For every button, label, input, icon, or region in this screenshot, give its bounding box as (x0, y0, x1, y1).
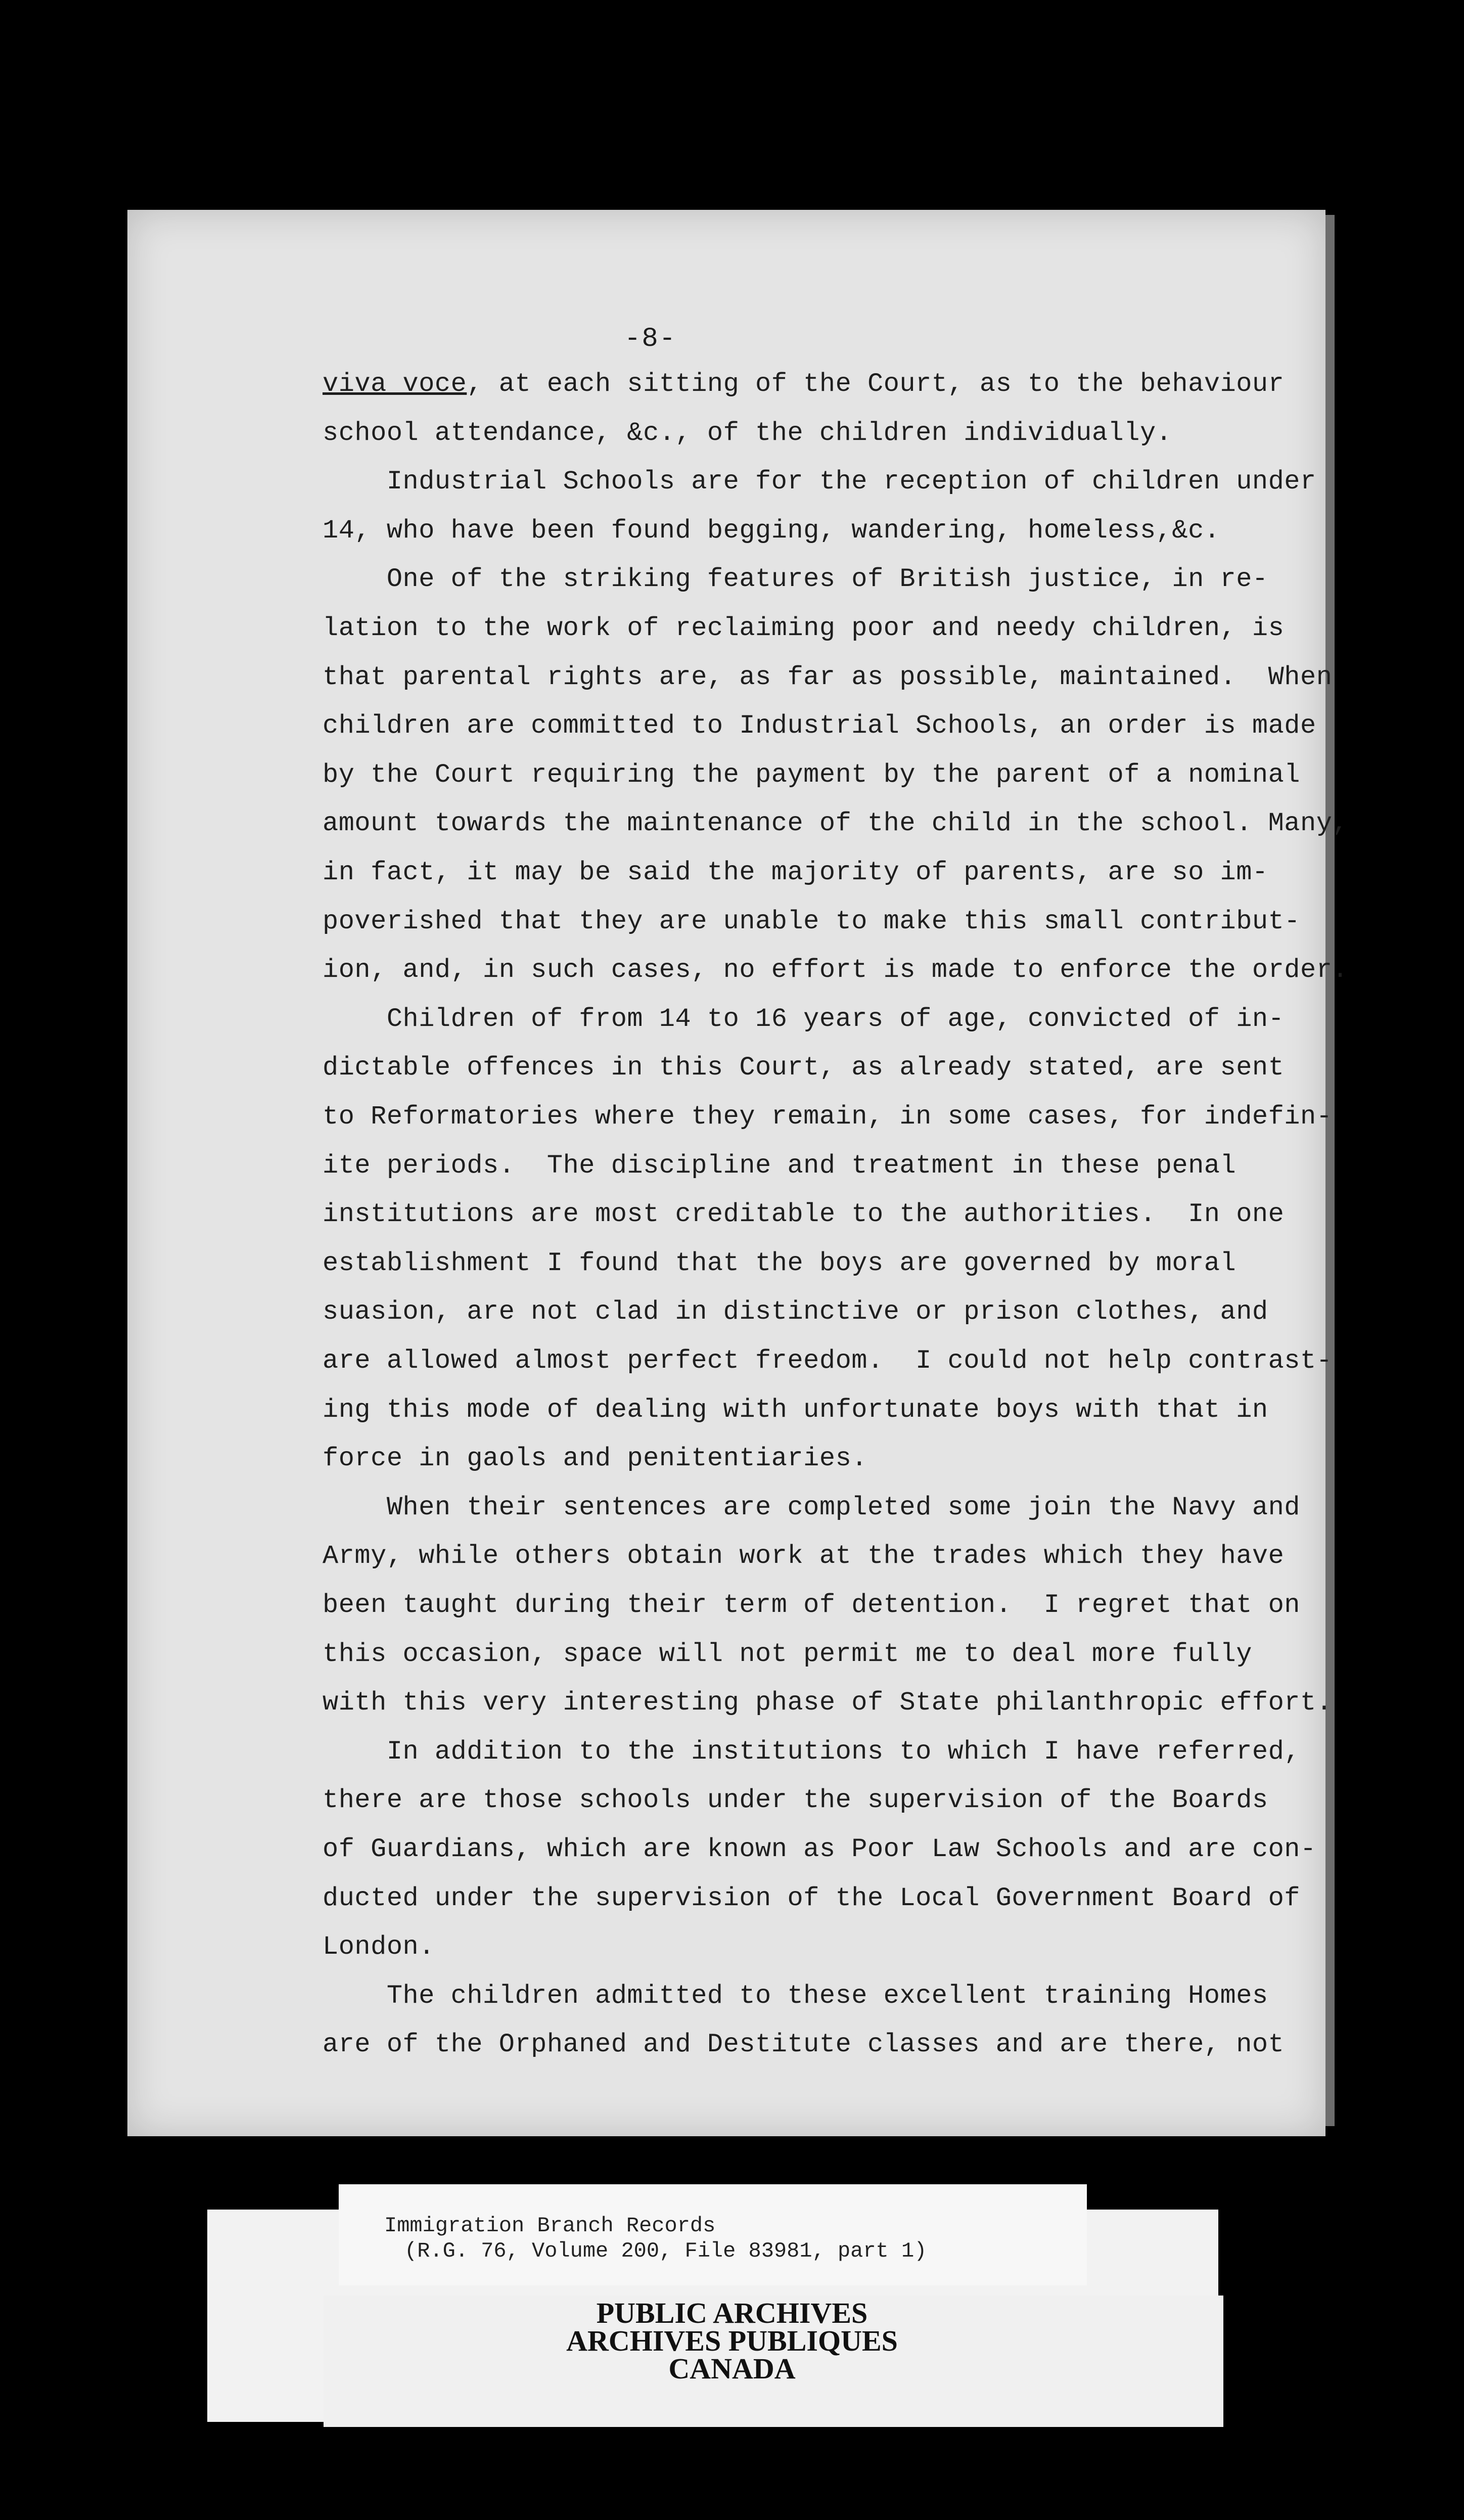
text-line (323, 613, 1284, 644)
text-line (323, 1004, 1284, 1034)
line-text: lation to the work of reclaiming poor and needy children, is (323, 613, 1285, 643)
line-text: One of the striking features of British justice, in re- (323, 564, 1268, 594)
text-line (323, 2030, 1284, 2060)
line-text: London. (323, 1932, 435, 1962)
text-line (323, 1444, 867, 1474)
line-text: to Reformatories where they remain, in some cases, for indefin- (323, 1102, 1333, 1132)
line-text: been taught during their term of detention. I regret that on (323, 1590, 1301, 1620)
text-line (323, 1199, 1284, 1230)
text-line (323, 1981, 1268, 2011)
text-line (323, 1688, 1332, 1718)
text-line (323, 907, 1300, 937)
text-line (323, 467, 1316, 497)
line-text: amount towards the maintenance of the child in the school. Many, (323, 808, 1349, 838)
line-text: suasion, are not clad in distinctive or prison clothes, and (323, 1297, 1268, 1327)
archive-title-line-1: PUBLIC ARCHIVES (596, 2297, 868, 2329)
text-line (323, 1834, 1316, 1865)
line-text: in fact, it may be said the majority of parents, are so im- (323, 858, 1268, 887)
text-line (323, 1151, 1236, 1181)
line-text: , at each sitting of the Court, as to the behaviour (467, 369, 1285, 399)
line-text: that parental rights are, as far as possible, maintained. When (323, 662, 1333, 692)
line-text: dictable offences in this Court, as already stated, are sent (323, 1053, 1285, 1083)
text-line (323, 418, 1172, 448)
line-text: The children admitted to these excellent training Homes (323, 1981, 1268, 2011)
text-line (323, 1883, 1300, 1914)
line-text: When their sentences are completed some join the Navy and (323, 1493, 1301, 1522)
line-text: ducted under the supervision of the Local Government Board of (323, 1883, 1301, 1913)
reference-line-1: Immigration Branch Records (384, 2214, 716, 2238)
line-text: Children of from 14 to 16 years of age, convicted of in- (323, 1004, 1285, 1034)
line-text: institutions are most creditable to the authorities. In one (323, 1199, 1285, 1229)
archive-title-line-3: CANADA (668, 2352, 796, 2385)
line-text: poverished that they are unable to make this small contribut- (323, 907, 1301, 936)
line-text: In addition to the institutions to which I have referred, (323, 1737, 1301, 1767)
text-line (323, 808, 1348, 839)
text-line (323, 1102, 1332, 1132)
text-line (323, 1248, 1236, 1279)
text-line (323, 1346, 1332, 1376)
line-text: children are committed to Industrial Schools, an order is made (323, 711, 1316, 741)
line-text: of Guardians, which are known as Poor Law Schools and are con- (323, 1834, 1316, 1864)
text-line (323, 1297, 1268, 1327)
line-text: school attendance, &c., of the children individually. (323, 418, 1172, 448)
line-text: force in gaols and penitentiaries. (323, 1444, 867, 1473)
text-line (323, 1395, 1268, 1425)
text-line (323, 516, 1220, 546)
line-text: Industrial Schools are for the reception of children under (323, 467, 1316, 497)
line-text: ite periods. The discipline and treatment in these penal (323, 1151, 1237, 1181)
reference-line-2: (R.G. 76, Volume 200, File 83981, part 1) (404, 2239, 927, 2263)
text-line (323, 955, 1348, 985)
text-line (323, 564, 1268, 595)
text-line (323, 1785, 1268, 1816)
line-text: are of the Orphaned and Destitute classes and are there, not (323, 2030, 1285, 2059)
text-line (323, 711, 1316, 741)
text-line (323, 1639, 1252, 1670)
line-text: are allowed almost perfect freedom. I could not help contrast- (323, 1346, 1333, 1376)
line-text: 14, who have been found begging, wandering, homeless,&c. (323, 516, 1220, 546)
line-text: ion, and, in such cases, no effort is made to enforce the order. (323, 955, 1349, 985)
archive-title-line-2: ARCHIVES PUBLIQUES (566, 2324, 898, 2357)
line-text: there are those schools under the supervision of the Boards (323, 1785, 1268, 1815)
text-line (323, 760, 1300, 790)
underlined-phrase: viva voce (323, 369, 467, 399)
line-text: with this very interesting phase of State philanthropic effort. (323, 1688, 1333, 1718)
page-number: -8- (624, 324, 677, 354)
text-line (323, 858, 1268, 888)
text-line (323, 1493, 1300, 1523)
text-line (323, 1932, 435, 1962)
text-line (323, 369, 1284, 399)
line-text: by the Court requiring the payment by the parent of a nominal (323, 760, 1301, 790)
line-text: this occasion, space will not permit me to deal more fully (323, 1639, 1252, 1669)
line-text: establishment I found that the boys are governed by moral (323, 1248, 1237, 1278)
text-line (323, 1737, 1300, 1767)
text-line (323, 662, 1332, 693)
text-line (323, 1053, 1284, 1083)
line-text: ing this mode of dealing with unfortunate boys with that in (323, 1395, 1268, 1425)
text-line (323, 1590, 1300, 1621)
text-line (323, 1541, 1284, 1571)
line-text: Army, while others obtain work at the trades which they have (323, 1541, 1285, 1571)
